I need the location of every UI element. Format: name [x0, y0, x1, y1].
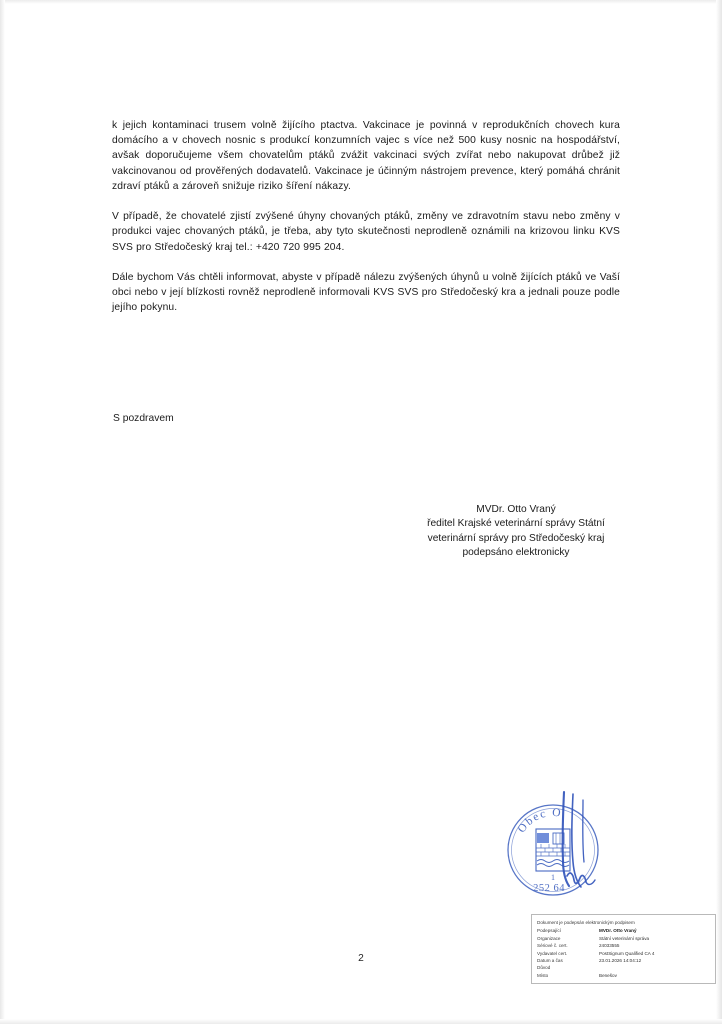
stamp-postal-code: 252 64 — [533, 883, 565, 894]
esign-row — [537, 942, 710, 949]
esign-row-value: PostSignum Qualified CA 4 — [599, 950, 655, 956]
municipal-round-stamp — [505, 802, 601, 898]
handwritten-signature — [543, 790, 613, 905]
esign-row-label: Místo — [537, 972, 549, 978]
signatory-electronic-note: podepsáno elektronicky — [462, 547, 570, 559]
paragraph-vaccination-duty: k jejich kontaminaci trusem volně žijícího ptactva. Vakcinace je povinná v reprodukčních chovech kura domácího a v chovech nosnic s produkcí konzumních vajec s více než 500 kusy nosnic na hospodářství, avšak doporučujeme všem chovatelům ptáků zvážit vakcinaci svých zvířat nebo nakupovat drůbež již vakcinovanou od prověřených dodavatelů. Vakcinace je účinným nástrojem prevence, který pomáhá chránit zdraví ptáků a zároveň snižuje riziko šíření nákazy. — [112, 120, 620, 192]
esign-row-value: Státní veterinární správa — [599, 935, 650, 941]
esign-row-label: Organizace — [537, 935, 561, 941]
scan-edge-bottom — [0, 1019, 722, 1024]
esign-row — [537, 964, 710, 971]
esign-row-value: 24033555 — [599, 943, 620, 949]
esign-row-value: MVDr. Otto Vraný — [599, 928, 637, 934]
scan-edge-top — [0, 0, 722, 4]
stamp-number: 1 — [551, 873, 555, 882]
signatory-name: MVDr. Otto Vraný — [476, 504, 556, 515]
esign-row — [537, 935, 710, 942]
stamp-top-text: Obec O — [515, 806, 563, 836]
stamp-inner-ring — [512, 806, 595, 892]
paragraph-reporting-hotline: V případě, že chovatelé zjistí zvýšené úhyny chovaných ptáků, změny ve zdravotním stavu nebo změny v produkci vajec chovaných ptáků, je třeba, aby tyto skutečnosti neprodleně oznámili na krizovou linku KVS SVS pro Středočeský kraj tel.: +420 720 995 204. — [112, 211, 620, 253]
scan-edge-right — [716, 0, 722, 1024]
signatory-title-line-1: ředitel Krajské veterinární správy Státní — [427, 518, 605, 530]
paragraph-wild-birds-notice: Dále bychom Vás chtěli informovat, abyste v případě nálezu zvýšených úhynů u volně žijících ptáků ve Vaší obci nebo v její blízkosti rovněž neprodleně informovali KVS SVS pro Středočeský kra a jednali pouze podle jejího pokynu. — [112, 272, 620, 314]
page-number: 2 — [358, 953, 364, 964]
signatory-title-line-2: veterinární správy pro Středočeský kraj — [427, 532, 605, 544]
signature-block — [400, 503, 632, 561]
stamp-graphic — [505, 802, 601, 898]
esign-title: Dokument je podepsán elektronickým podpisem — [537, 920, 635, 925]
closing-salutation: S pozdravem — [113, 413, 174, 424]
esign-row-value: 23.01.2026 14:04:12 — [599, 958, 642, 964]
pen-stroke-graphic — [543, 790, 613, 905]
scan-edge-left — [0, 0, 5, 1024]
esign-row-label: Důvod — [537, 965, 551, 971]
stamp-coat-of-arms — [536, 829, 570, 871]
esign-row — [537, 927, 710, 934]
esign-row-label: Sériové č. cert. — [537, 943, 568, 949]
esign-row-value — [599, 964, 710, 971]
electronic-signature-panel — [531, 914, 716, 984]
esign-row-value: Benešov — [599, 972, 617, 978]
esign-row-label: Vydavatel cert. — [537, 950, 568, 956]
stamp-outer-ring — [508, 805, 598, 895]
esign-row-label: Podepsající — [537, 928, 562, 934]
esign-row-label: Datum a čas — [537, 958, 563, 964]
esign-row — [537, 972, 710, 979]
letter-body — [112, 118, 620, 316]
